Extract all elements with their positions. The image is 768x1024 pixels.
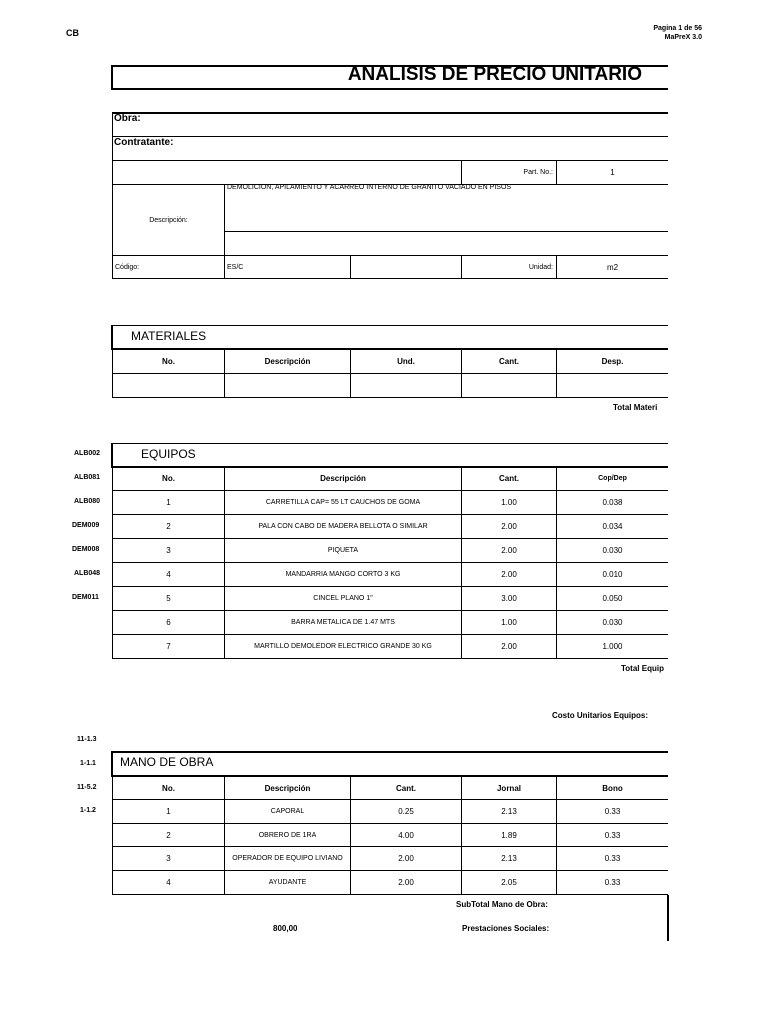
eq-cant: 2.00 [501,522,517,531]
mat-header-und: Und. [397,357,415,366]
mo-cant: 2.00 [398,854,414,863]
descripcion-value: DEMOLICION, APILAMIENTO Y ACARREO INTERNO DE GRANITO VACIADO EN PISOS [227,184,512,191]
eq-desc: PIQUETA [327,547,359,554]
eq-cant: 1.00 [501,618,517,627]
side-code: DEM011 [72,594,99,601]
mo-no: 1 [166,807,171,816]
side-code: 1-1.2 [80,807,96,814]
eq-desc: PALA CON CABO DE MADERA BELLOTA O SIMILAR [258,523,428,530]
contratante-label: Contratante: [114,137,174,148]
eq-no: 4 [166,570,171,579]
descripcion-label: Descripción: [149,216,188,224]
mo-jornal: 2.13 [501,854,517,863]
side-code: 11-5.2 [77,784,97,791]
mo-no: 3 [166,854,171,863]
eq-desc: CINCEL PLANO 1" [313,595,373,602]
eq-cop: 0.034 [602,522,623,531]
subtotal-mano-obra-label: SubTotal Mano de Obra: [456,900,548,909]
mat-header-desp: Desp. [601,357,624,366]
prestaciones-label: Prestaciones Sociales: [462,924,550,933]
total-materiales-label: Total Materi [613,403,658,412]
mo-header-no: No. [162,783,175,793]
mo-header-desc: Descripción [264,783,311,793]
mo-bono: 0.33 [604,854,621,863]
eq-desc: MARTILLO DEMOLEDOR ELECTRICO GRANDE 30 KG [254,643,432,650]
mo-header-cant: Cant. [396,783,416,793]
mo-jornal: 2.05 [501,878,517,887]
eq-cant: 2.00 [501,546,517,555]
equipos-title: EQUIPOS [141,447,196,461]
eq-cant: 2.00 [501,642,517,651]
total-equipos-label: Total Equip [621,664,664,673]
side-code: ALB002 [74,450,101,457]
eq-desc: MANDARRIA MANGO CORTO 3 KG [285,571,401,578]
mo-cant: 4.00 [398,830,414,840]
part-no-label: Part. No.: [523,169,553,176]
eq-no: 6 [166,618,171,627]
eq-no: 5 [166,594,171,603]
eq-cop: 0.030 [602,618,623,627]
mo-header-jornal: Jornal [496,783,521,793]
unidad-label: Unidad: [528,263,553,271]
materiales-title: MATERIALES [131,329,207,343]
side-code: DEM009 [72,522,100,529]
mo-desc: OBRERO DE 1RA [258,831,317,839]
side-code: ALB081 [74,474,101,481]
eq-cop: 0.030 [602,546,623,555]
side-code: ALB048 [74,570,101,577]
prestaciones-value: 800,00 [273,924,298,933]
eq-cop: 1.000 [602,642,623,651]
page-title: ANALISIS DE PRECIO UNITARIO [347,64,642,85]
mo-jornal: 2.13 [501,807,517,816]
mo-bono: 0.33 [604,807,621,816]
part-no-value: 1 [610,168,615,177]
unidad-value: m2 [606,262,619,272]
eq-cop: 0.038 [602,498,623,507]
page-number: Pagina 1 de 56 [653,25,702,32]
eq-cop: 0.010 [602,570,623,579]
costo-equipos-label: Costo Unitarios Equipos: [552,711,648,720]
eq-desc: CARRETILLA CAP= 55 LT CAUCHOS DE GOMA [265,499,421,506]
eq-header-cop: Cop/Dep [598,475,627,482]
codigo-value: ES/C [227,263,244,271]
side-code: DEM008 [72,546,100,553]
eq-no: 3 [166,546,171,555]
eq-desc: BARRA METALICA DE 1.47 MTS [291,619,395,626]
mo-desc: CAPORAL [270,808,305,815]
eq-cant: 3.00 [501,594,517,603]
mat-header-cant: Cant. [499,357,519,366]
mo-desc: AYUDANTE [268,879,307,886]
eq-cant: 1.00 [501,498,517,507]
mo-no: 2 [166,830,171,840]
mat-header-desc: Descripción [264,357,311,366]
eq-no: 7 [166,642,171,651]
eq-cant: 2.00 [501,570,517,579]
cb-label: CB [66,28,79,38]
mano-obra-title: MANO DE OBRA [120,755,214,769]
side-code: 1-1.1 [80,760,96,767]
eq-header-cant: Cant. [499,474,519,483]
side-code: ALB080 [74,498,101,505]
mo-bono: 0.33 [604,830,621,840]
mo-no: 4 [166,878,171,887]
mo-bono: 0.33 [604,878,621,887]
eq-no: 1 [166,498,171,507]
eq-no: 2 [166,522,171,531]
app-version: MaPreX 3.0 [664,34,702,41]
codigo-label: Código: [115,263,140,271]
eq-header-no: No. [162,474,175,483]
mo-cant: 2.00 [398,878,414,887]
eq-header-desc: Descripción [320,474,366,483]
mat-header-no: No. [162,357,175,366]
mo-cant: 0.25 [398,807,414,816]
mo-header-bono: Bono [602,783,623,793]
side-code: 11-1.3 [77,736,97,743]
eq-cop: 0.050 [602,594,623,603]
mo-desc: OPERADOR DE EQUIPO LIVIANO [232,855,343,862]
mo-jornal: 1.89 [501,830,517,840]
obra-label: Obra: [114,113,141,124]
